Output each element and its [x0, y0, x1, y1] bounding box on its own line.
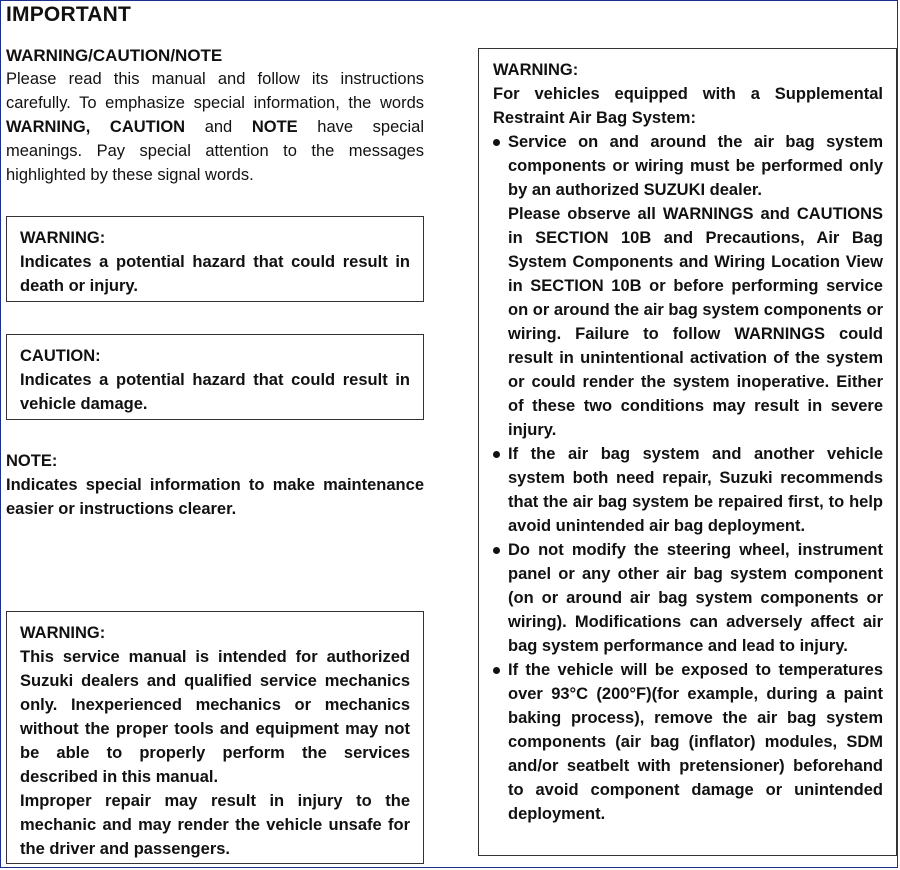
- bullet-dot-icon: [493, 667, 500, 674]
- bullet-text: If the vehicle will be exposed to temperatures over 93°C (200°F)(for example, during a paint baking process), remove the air bag system components (air bag (inflator) modules, SDM and/or seatbelt with pretensioner) beforehand to avoid component damage or unintended deployment.: [508, 661, 883, 823]
- bullet-text: Do not modify the steering wheel, instrument panel or any other air bag system component (on or around air bag system components or wiring). Modifications can adversely affect air bag system performance and lead to injury.: [508, 541, 883, 655]
- list-item: [493, 130, 883, 442]
- warning-box: [6, 216, 424, 302]
- intro-text-before: Please read this manual and follow its instructions carefully. To emphasize special information, the words: [6, 70, 424, 112]
- bullet-dot-icon: [493, 451, 500, 458]
- list-item: [493, 538, 883, 658]
- note-section: [6, 449, 424, 521]
- intro-section: [6, 45, 424, 187]
- caution-box: [6, 334, 424, 420]
- list-item: [493, 658, 883, 826]
- airbag-warning-label: WARNING:: [493, 61, 579, 79]
- airbag-warning-intro: For vehicles equipped with a Supplemental Restraint Air Bag System:: [493, 85, 883, 127]
- intro-heading: WARNING/CAUTION/NOTE: [6, 46, 223, 65]
- intro-text: [6, 67, 424, 187]
- airbag-warning-box: [478, 48, 897, 856]
- caution-text: Indicates a potential hazard that could result in vehicle damage.: [20, 371, 410, 413]
- warning-label: WARNING:: [20, 229, 106, 247]
- bullet-subtext: Please observe all WARNINGS and CAUTIONS in SECTION 10B and Precautions, Air Bag System Components and Wiring Location View in SECTION 10B or before performing service on or around the air bag system components or wiring. Failure to follow WARNINGS could result in unintentional activation of the system or could render the system inoperative. Either of these two conditions may result in severe injury.: [508, 205, 883, 439]
- page-title: IMPORTANT: [6, 3, 132, 26]
- bottom-warning-box: [6, 611, 424, 864]
- bottom-warning-label: WARNING:: [20, 624, 106, 642]
- note-label: NOTE:: [6, 452, 58, 470]
- intro-bold-note: NOTE: [251, 118, 298, 136]
- bottom-warning-para2: Improper repair may result in injury to the mechanic and may render the vehicle unsafe for the driver and passengers.: [20, 792, 410, 858]
- bullet-dot-icon: [493, 547, 500, 554]
- intro-and: and: [185, 118, 252, 136]
- note-text: Indicates special information to make maintenance easier or instructions clearer.: [6, 476, 424, 518]
- bullet-text: If the air bag system and another vehicle system both need repair, Suzuki recommends that the air bag system be repaired first, to help avoid unintended air bag deployment.: [508, 445, 883, 535]
- bullet-text: Service on and around the air bag system components or wiring must be performed only by an authorized SUZUKI dealer.: [508, 133, 883, 199]
- list-item: [493, 442, 883, 538]
- intro-text-after: have special meanings. Pay special attention to the messages highlighted by these signal words.: [6, 118, 425, 184]
- airbag-bullet-list: [493, 130, 883, 826]
- warning-text: Indicates a potential hazard that could result in death or injury.: [20, 253, 410, 295]
- caution-label: CAUTION:: [20, 347, 101, 365]
- bottom-warning-para1: This service manual is intended for authorized Suzuki dealers and qualified service mechanics only. Inexperienced mechanics or mechanics without the proper tools and equipment may not be able to properly perform the services described in this manual.: [20, 648, 410, 786]
- intro-bold-terms: WARNING, CAUTION: [6, 118, 186, 136]
- bullet-dot-icon: [493, 139, 500, 146]
